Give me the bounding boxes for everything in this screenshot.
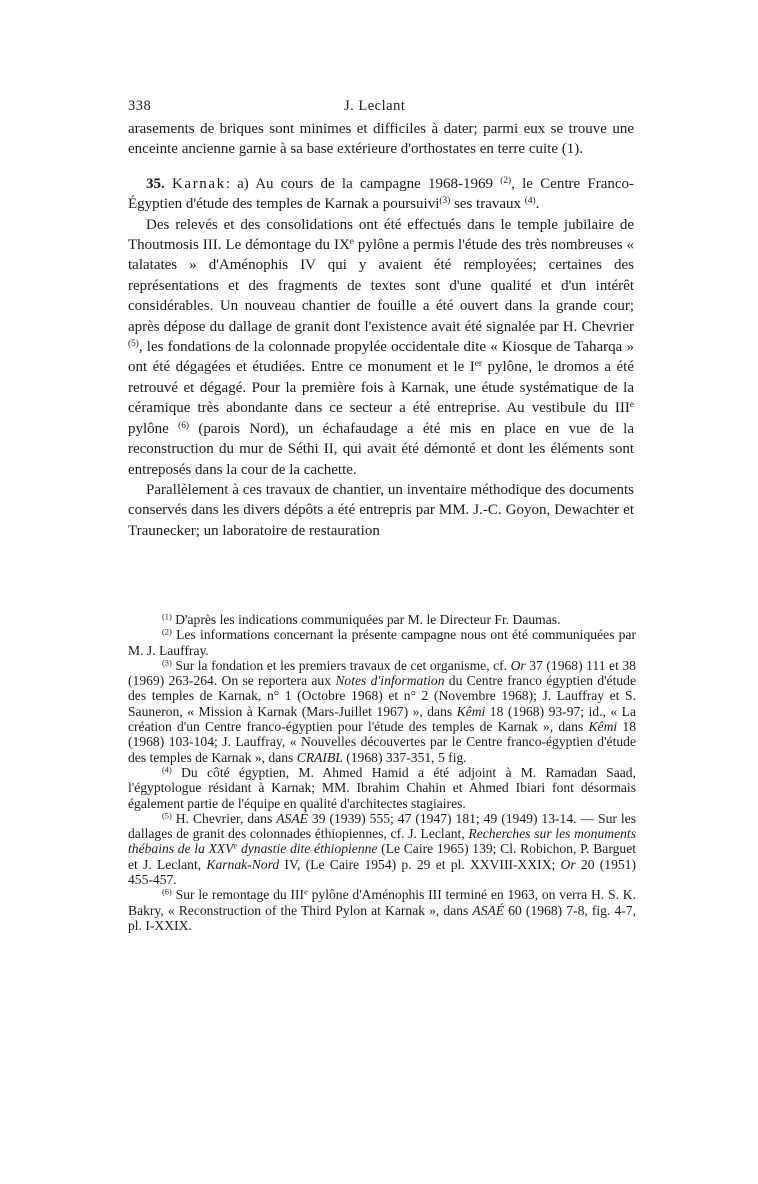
footnote-mark: (1) [162,611,172,622]
running-head: J. Leclant [344,98,406,114]
footnote-ref-2[interactable]: (2) [500,175,512,186]
section-number: 35. [146,175,165,192]
footnote-3: $^{(3)}$ Sur la fondation et les premiers travaux de cet organisme, cf. Or 37 (1968) 111 et 38 (1969) 263-264. On se reportera aux Notes d'information du Centre franco égyptien d'étude des temples de Karnak, n° 1 (Octobre 1968) et n° 2 (Novembre 1968); J. Lauffray et S. Sauneron, « Mission à Karnak (Mars-Juillet 1967) », dans Kêmi 18 (1968) 93-97; id., « La création d'un Centre franco-égyptien pour l'étude des temples de Karnak », dans Kêmi 18 (1968) 103-104; J. Lauffray, « Nouvelles découvertes par le Centre franco-égyptien d'étude des temples de Karnak », dans CRAIBL (1968) 337-351, 5 fig. [128,657,636,765]
footnote-mark: (5) [162,810,172,821]
footnote-mark: (6) [162,886,172,897]
footnote-ref-5[interactable]: (5) [128,338,139,349]
footnote-2: $^{(2)}$ Les informations concernant la présente campagne nous ont été communiquées par M. J. Lauffray. [128,626,636,658]
footnotes [128,612,636,933]
section-place: Karnak [172,175,226,192]
paragraph-inventory: Parallèlement à ces travaux de chantier, un inventaire méthodique des documents conservés dans les divers dépôts a été entrepris par MM. J.-C. Goyon, Dewachter et Traunecker; un laboratoire de restauration [128,481,634,539]
paragraph-works: Des relevés et des consolidations ont été effectués dans le temple jubilaire de Thoutmosis III. Le démontage du IXe pylône a permis l'étude des très nombreuses « talatates » d'Aménophis IV qui y avaient été remployées; certaines des représentations et des fragments de textes sont d'une qualité et d'un intérêt considérables. Un nouveau chantier de fouille a été ouvert dans la grande cour; après dépose du dallage de granit dont l'existence avait été signalée par H. Chevrier $^{(5)}$, les fondations de la colonnade propylée occidentale dite « Kiosque de Taharqa » ont été dégagées et étudiées. Entre ce monument et le Ier pylône, le dromos a été retrouvé et dégagé. Pour la première fois à Karnak, une étude systématique de la céramique très abondante dans ce secteur a été entreprise. Au vestibule du IIIe pylône $^{(6)}$ (parois Nord), un échafaudage a été mis en place en vue de la reconstruction du mur de Séthi II, qui avait été démonté et dont les éléments sont entreposés dans la cour de la cachette. [128,216,635,478]
footnote-mark: (2) [162,626,172,637]
footnote-ref-3[interactable]: (3) [439,196,451,207]
page-number: 338 [128,98,152,114]
section-35-paragraph: 35. Karnak: a) Au cours de la campagne 1968-1969 $^{(2)}$, le Centre Franco-Égyptien d'étude des temples de Karnak a poursuivi$^{(3)}$ ses travaux $^{(4)}$. [128,175,635,213]
footnote-ref-1[interactable]: (1) [561,141,580,158]
main-text [128,119,634,541]
footnote-1: $^{(1)}$ D'après les indications communiquées par M. le Directeur Fr. Daumas. [162,611,561,627]
footnote-ref-6[interactable]: (6) [178,420,190,431]
footnote-mark: (3) [162,657,172,668]
page-header [128,98,634,120]
footnote-5: $^{(5)}$ H. Chevrier, dans ASAÉ 39 (1939) 555; 47 (1947) 181; 49 (1949) 13-14. — Sur les dallages de granit des colonnades éthiopiennes, cf. J. Leclant, Recherches sur les monuments thébains de la XXVe dynastie dite éthiopienne (Le Caire 1965) 139; Cl. Robichon, P. Barguet et J. Leclant, Karnak-Nord IV, (Le Caire 1954) p. 29 et pl. XXVIII-XXIX; Or 20 (1951) 455-457. [128,810,637,888]
paragraph-continuation: arasements de briques sont minimes et difficiles à dater; parmi eux se trouve une enceinte ancienne garnie à sa base extérieure d'orthostates en terre cuite (1). [128,121,634,158]
footnote-ref-4[interactable]: (4) [524,196,536,207]
footnote-4: $^{(4)}$ Du côté égyptien, M. Ahmed Hamid a été adjoint à M. Ramadan Saad, l'égyptologue résidant à Karnak; MM. Ibrahim Chahin et Ahmed Ibiari font désormais également partie de l'équipe en qualité d'architectes stagiaires. [128,764,636,811]
footnote-6: $^{(6)}$ Sur le remontage du IIIe pylône d'Aménophis III terminé en 1963, on verra H. S. K. Bakry, « Reconstruction of the Third Pylon at Karnak », dans ASAÉ 60 (1968) 7-8, fig. 4-7, pl. I-XXIX. [128,886,636,933]
footnote-mark: (4) [162,764,172,775]
